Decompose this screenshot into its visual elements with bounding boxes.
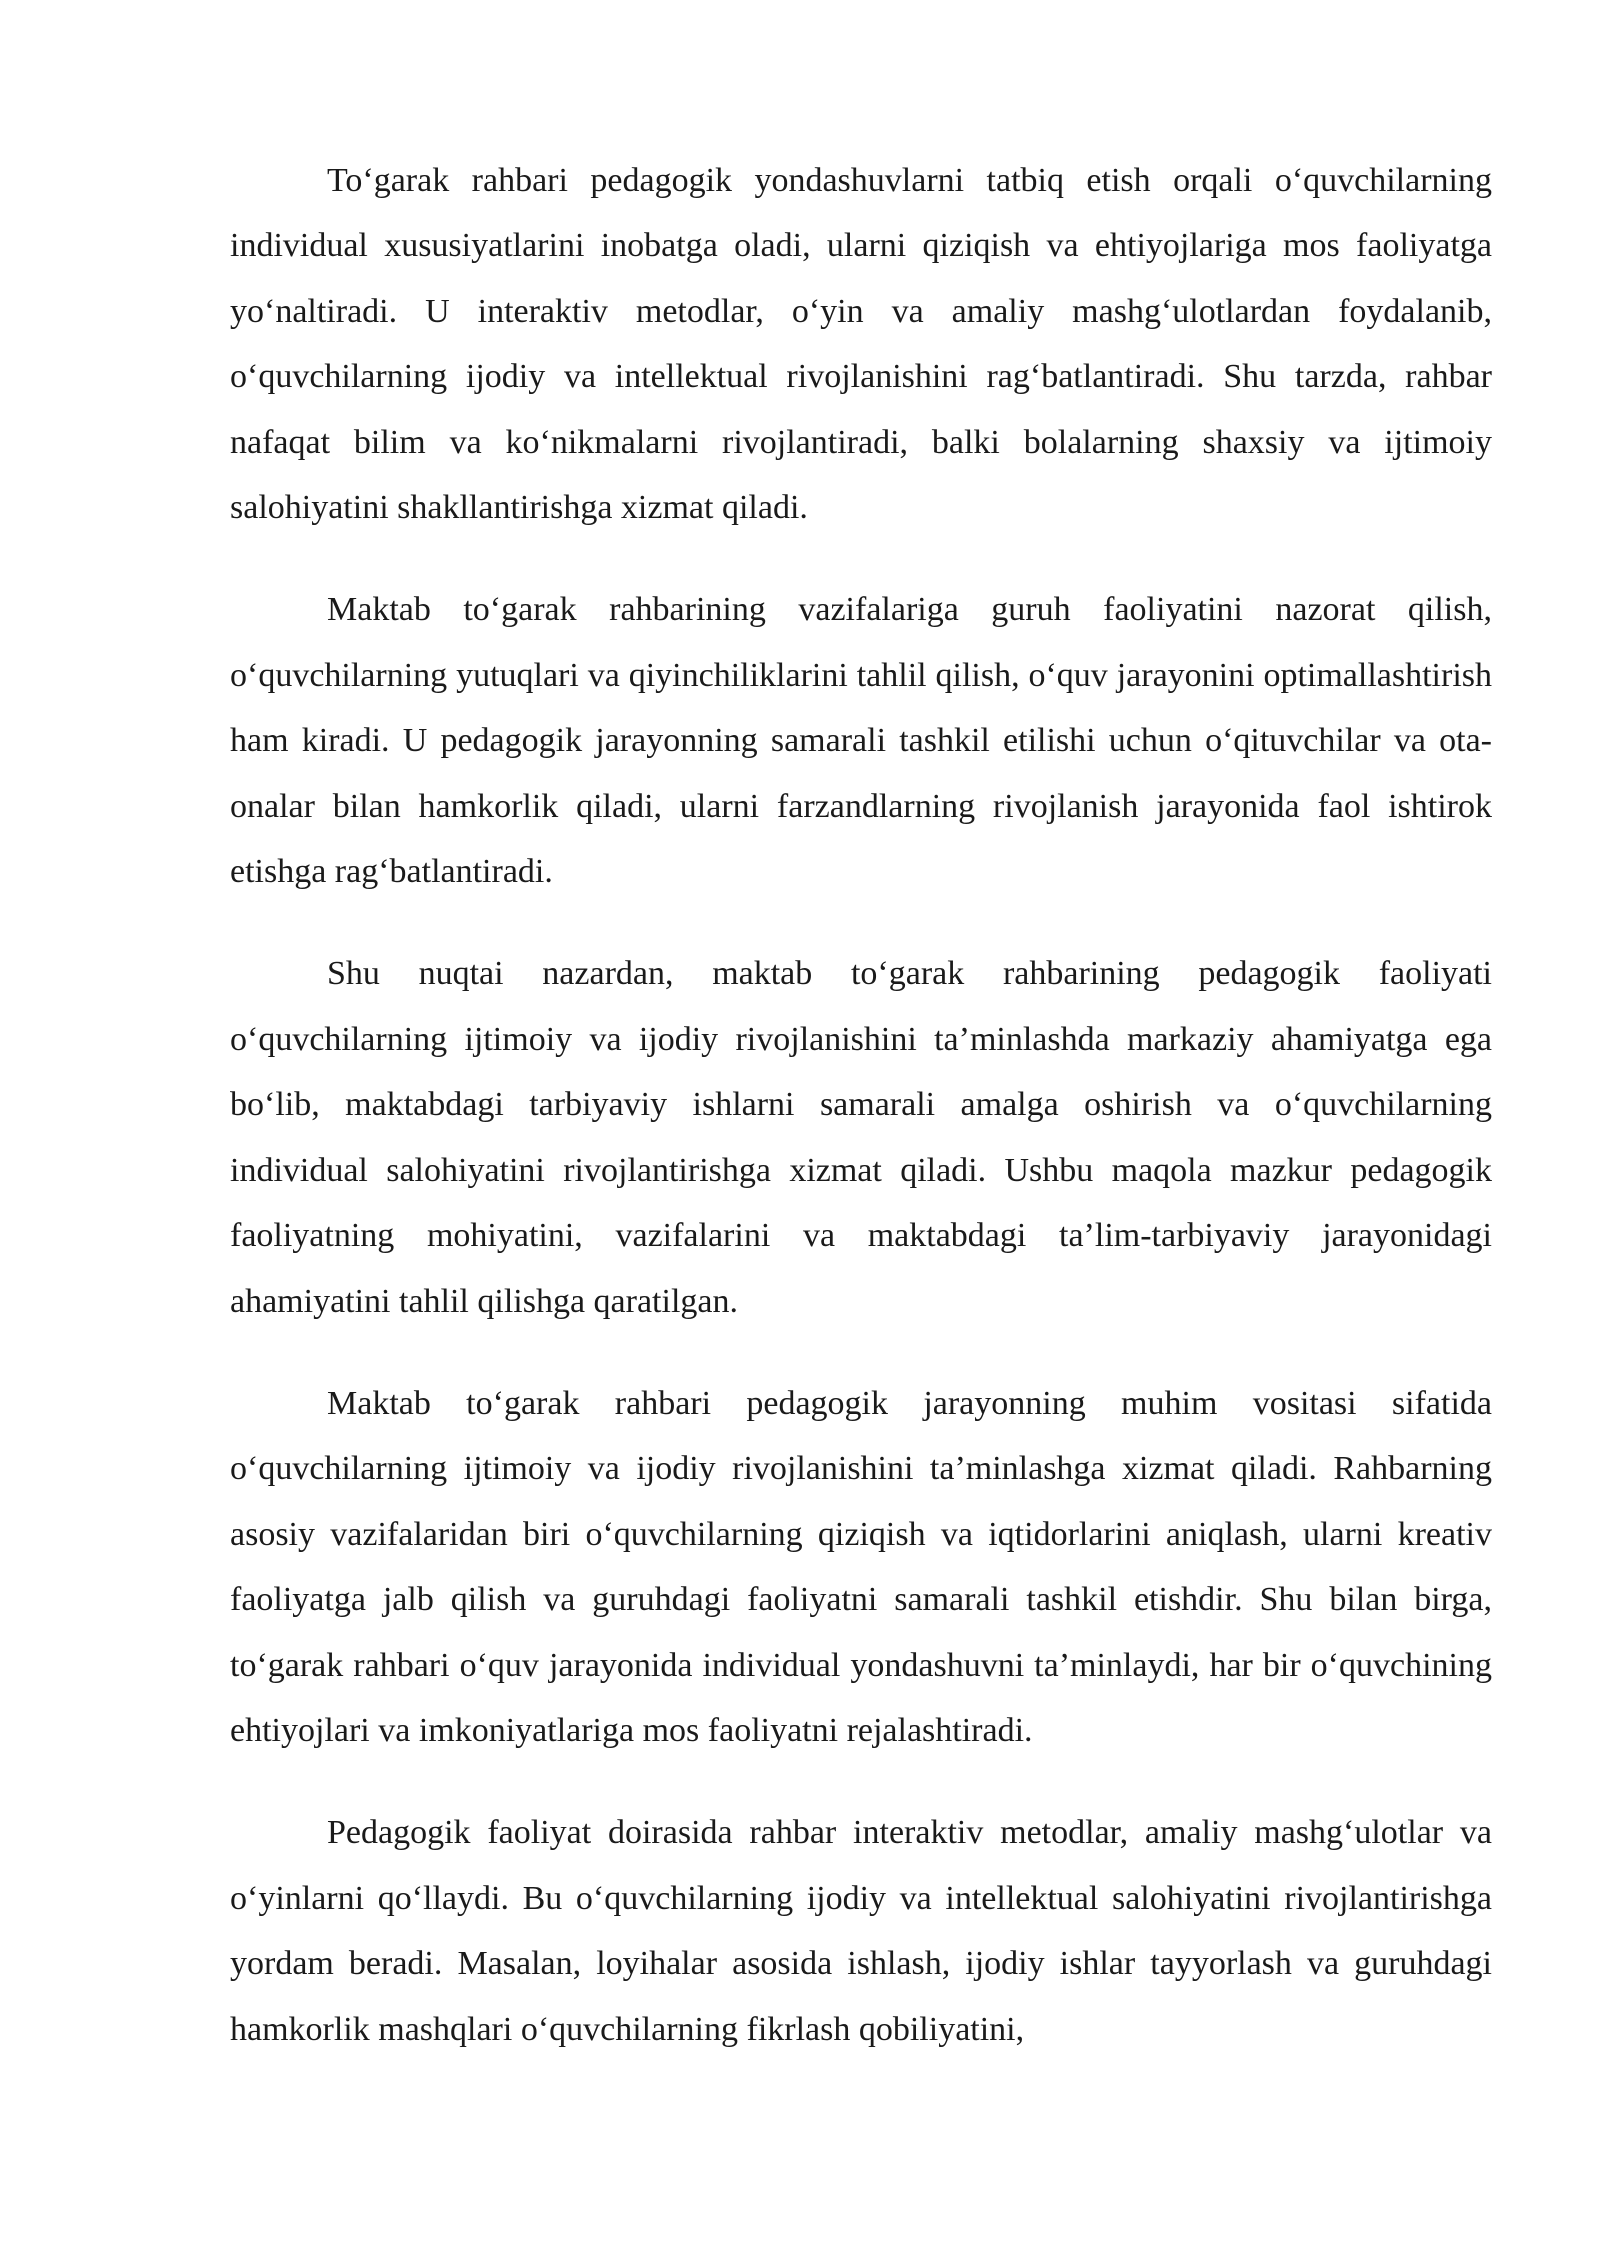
- paragraph-4: Maktab to‘garak rahbari pedagogik jarayonning muhim vositasi sifatida o‘quvchilarning ijtimoiy va ijodiy rivojlanishini ta’minlashga xizmat qiladi. Rahbarning asosiy vazifalaridan biri o‘quvchilarning qiziqish va iqtidorlarini aniqlash, ularni kreativ faoliyatga jalb qilish va guruhdagi faoliyatni samarali tashkil etishdir. Shu bilan birga, to‘garak rahbari o‘quv jarayonida individual yondashuvni ta’minlaydi, har bir o‘quvchining ehtiyojlari va imkoniyatlariga mos faoliyatni rejalashtiradi.: [230, 1384, 1492, 1749]
- paragraph-5: Pedagogik faoliyat doirasida rahbar interaktiv metodlar, amaliy mashg‘ulotlar va o‘yinlarni qo‘llaydi. Bu o‘quvchilarning ijodiy va intellektual salohiyatini rivojlantirishga yordam beradi. Masalan, loyihalar asosida ishlash, ijodiy ishlar tayyorlash va guruhdagi hamkorlik mashqlari o‘quvchilarning fikrlash qobiliyatini,: [230, 1814, 1492, 2048]
- paragraph-1: To‘garak rahbari pedagogik yondashuvlarni tatbiq etish orqali o‘quvchilarning individual xususiyatlarini inobatga oladi, ularni qiziqish va ehtiyojlariga mos faoliyatga yo‘naltiradi. U interaktiv metodlar, o‘yin va amaliy mashg‘ulotlardan foydalanib, o‘quvchilarning ijodiy va intellektual rivojlanishini rag‘batlantiradi. Shu tarzda, rahbar nafaqat bilim va ko‘nikmalarni rivojlantiradi, balki bolalarning shaxsiy va ijtimoiy salohiyatini shakllantirishga xizmat qiladi.: [230, 162, 1492, 527]
- paragraph-2: Maktab to‘garak rahbarining vazifalariga guruh faoliyatini nazorat qilish, o‘quvchilarning yutuqlari va qiyinchiliklarini tahlil qilish, o‘quv jarayonini optimallashtirish ham kiradi. U pedagogik jarayonning samarali tashkil etilishi uchun o‘qituvchilar va ota-onalar bilan hamkorlik qiladi, ularni farzandlarning rivojlanish jarayonida faol ishtirok etishga rag‘batlantiradi.: [230, 591, 1492, 891]
- paragraph-3: Shu nuqtai nazardan, maktab to‘garak rahbarining pedagogik faoliyati o‘quvchilarning ijtimoiy va ijodiy rivojlanishini ta’minlashda markaziy ahamiyatga ega bo‘lib, maktabdagi tarbiyaviy ishlarni samarali amalga oshirish va o‘quvchilarning individual salohiyatini rivojlantirishga xizmat qiladi. Ushbu maqola mazkur pedagogik faoliyatning mohiyatini, vazifalarini va maktabdagi ta’lim-tarbiyaviy jarayonidagi ahamiyatini tahlil qilishga qaratilgan.: [230, 955, 1492, 1320]
- document-page: [230, 148, 1492, 2099]
